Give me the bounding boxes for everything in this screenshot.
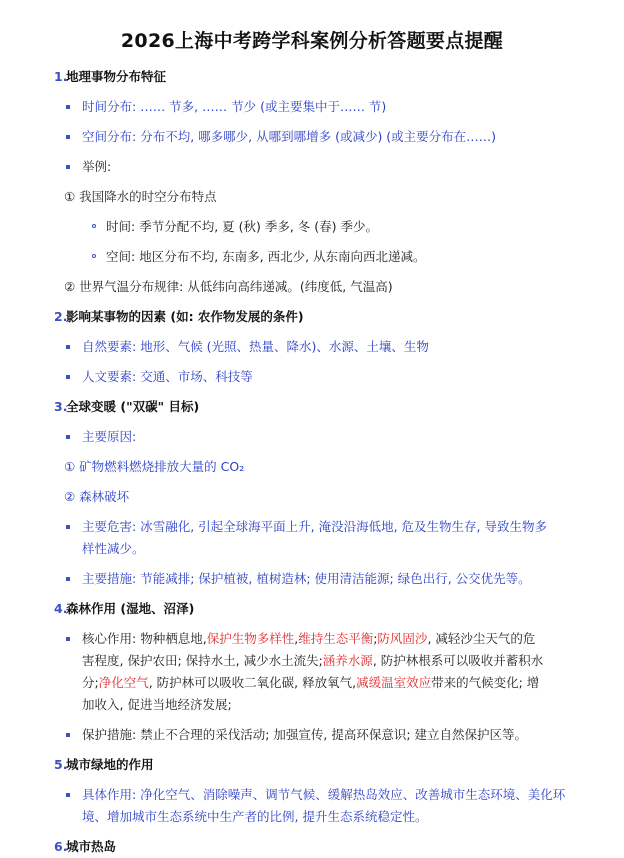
item-label: 自然要素:: [82, 339, 137, 354]
section-title: 地理事物分布特征: [66, 69, 167, 84]
item-text: 禁止不合理的采伐活动; 加强宣传, 提高环保意识; 建立自然保护区等。: [140, 727, 528, 742]
text: , 防护林根系可以吸收并蓄积水: [372, 653, 544, 668]
text: , 防护林可以吸收二氧化碳, 释放氧气,: [148, 675, 357, 690]
item-label: 具体作用:: [82, 787, 137, 802]
text: 带来的气候变化; 增: [431, 675, 540, 690]
item-label: 时间:: [106, 219, 136, 234]
section-heading-2: [54, 306, 624, 328]
section-title: 城市热岛: [66, 839, 117, 854]
section-heading-6: [54, 836, 624, 858]
bullet-item-core-role: [82, 628, 584, 716]
document-body: [0, 66, 624, 858]
item-label: 人文要素:: [82, 369, 137, 384]
bullet-item-human-factors: [82, 366, 584, 388]
section-heading-4: [54, 598, 624, 620]
section-heading-5: [54, 754, 624, 776]
example-precipitation: ① 我国降水的时空分布特点: [64, 189, 217, 204]
bullet-item-main-measures: [82, 568, 584, 590]
section-heading-3: [54, 396, 624, 418]
section-title: 全球变暖 ("双碳" 目标): [66, 399, 200, 414]
highlight-ecological-balance: 维持生态平衡: [298, 631, 374, 646]
item-label: 主要危害:: [82, 519, 137, 534]
cause-fossil-fuels: ① 矿物燃料燃烧排放大量的 CO₂: [64, 459, 245, 474]
item-text: 季节分配不均, 夏 (秋) 季多, 冬 (春) 季少。: [139, 219, 378, 234]
bullet-item-main-causes: [82, 426, 584, 448]
item-text-line: 冰雪融化, 引起全球海平面上升, 淹没沿海低地, 危及生物生存, 导致生物多: [140, 519, 547, 534]
item-text: …… 节多, …… 节少 (或主要集中于…… 节): [140, 99, 387, 114]
section-heading-1: [54, 66, 624, 88]
item-label: 核心作用:: [82, 631, 137, 646]
section-number: 5.: [54, 757, 68, 772]
section-number: 3.: [54, 399, 68, 414]
section-number: 2.: [54, 309, 68, 324]
bullet-item-natural-factors: [82, 336, 584, 358]
text: , 减轻沙尘天气的危: [427, 631, 536, 646]
sub-item-time: [106, 216, 624, 238]
item-text: 节能减排; 保护植被, 植树造林; 使用清洁能源; 绿色出行, 公交优先等。: [140, 571, 531, 586]
text: ,: [294, 631, 299, 646]
highlight-air-purification: 净化空气: [98, 675, 149, 690]
bullet-item-protection: [82, 724, 584, 746]
item-label: 保护措施:: [82, 727, 137, 742]
page-title: 2026上海中考跨学科案例分析答题要点提醒: [120, 30, 504, 52]
highlight-greenhouse-mitigation: 减缓温室效应: [356, 675, 432, 690]
item-text-line: 境、增加城市生态系统中生产者的比例, 提升生态系统稳定性。: [82, 809, 428, 824]
bullet-item-main-harms: [82, 516, 584, 560]
section-number: 6.: [54, 839, 68, 854]
item-label: 举例:: [82, 159, 112, 174]
bullet-item-example: [82, 156, 584, 178]
text: 害程度, 保护农田; 保持水土, 减少水土流失;: [82, 653, 323, 668]
item-text: 地区分布不均, 东南多, 西北少, 从东南向西北递减。: [139, 249, 426, 264]
section-title: 影响某事物的因素 (如: 农作物发展的条件): [66, 309, 304, 324]
text: ;: [373, 631, 378, 646]
example-temperature: ② 世界气温分布规律: 从低纬向高纬递减。(纬度低, 气温高): [64, 279, 393, 294]
item-text: 分布不均, 哪多哪少, 从哪到哪增多 (或减少) (或主要分布在……): [140, 129, 497, 144]
bullet-item-green-space-roles: [82, 784, 584, 828]
section-title: 森林作用 (湿地、沼泽): [66, 601, 195, 616]
item-text: 交通、市场、科技等: [140, 369, 253, 384]
item-label: 时间分布:: [82, 99, 137, 114]
highlight-biodiversity: 保护生物多样性: [206, 631, 295, 646]
highlight-windbreak: 防风固沙: [377, 631, 428, 646]
bullet-item-space-distribution: [82, 126, 584, 148]
item-text-line: 净化空气、消除噪声、调节气候、缓解热岛效应、改善城市生态环境、美化环: [140, 787, 566, 802]
bullet-item-time-distribution: [82, 96, 584, 118]
item-label: 主要措施:: [82, 571, 137, 586]
sub-item-space: [106, 246, 624, 268]
text: 物种栖息地,: [140, 631, 207, 646]
item-label: 主要原因:: [82, 429, 137, 444]
section-title: 城市绿地的作用: [66, 757, 154, 772]
item-text-line: 样性减少。: [82, 541, 145, 556]
item-label: 空间:: [106, 249, 136, 264]
item-label: 空间分布:: [82, 129, 137, 144]
item-text: 地形、气候 (光照、热量、降水)、水源、土壤、生物: [140, 339, 429, 354]
text: 加收入, 促进当地经济发展;: [82, 697, 232, 712]
section-number: 4.: [54, 601, 68, 616]
highlight-water-conservation: 涵养水源: [322, 653, 373, 668]
cause-deforestation: ② 森林破坏: [64, 489, 130, 504]
section-number: 1.: [54, 69, 68, 84]
text: 分;: [82, 675, 99, 690]
